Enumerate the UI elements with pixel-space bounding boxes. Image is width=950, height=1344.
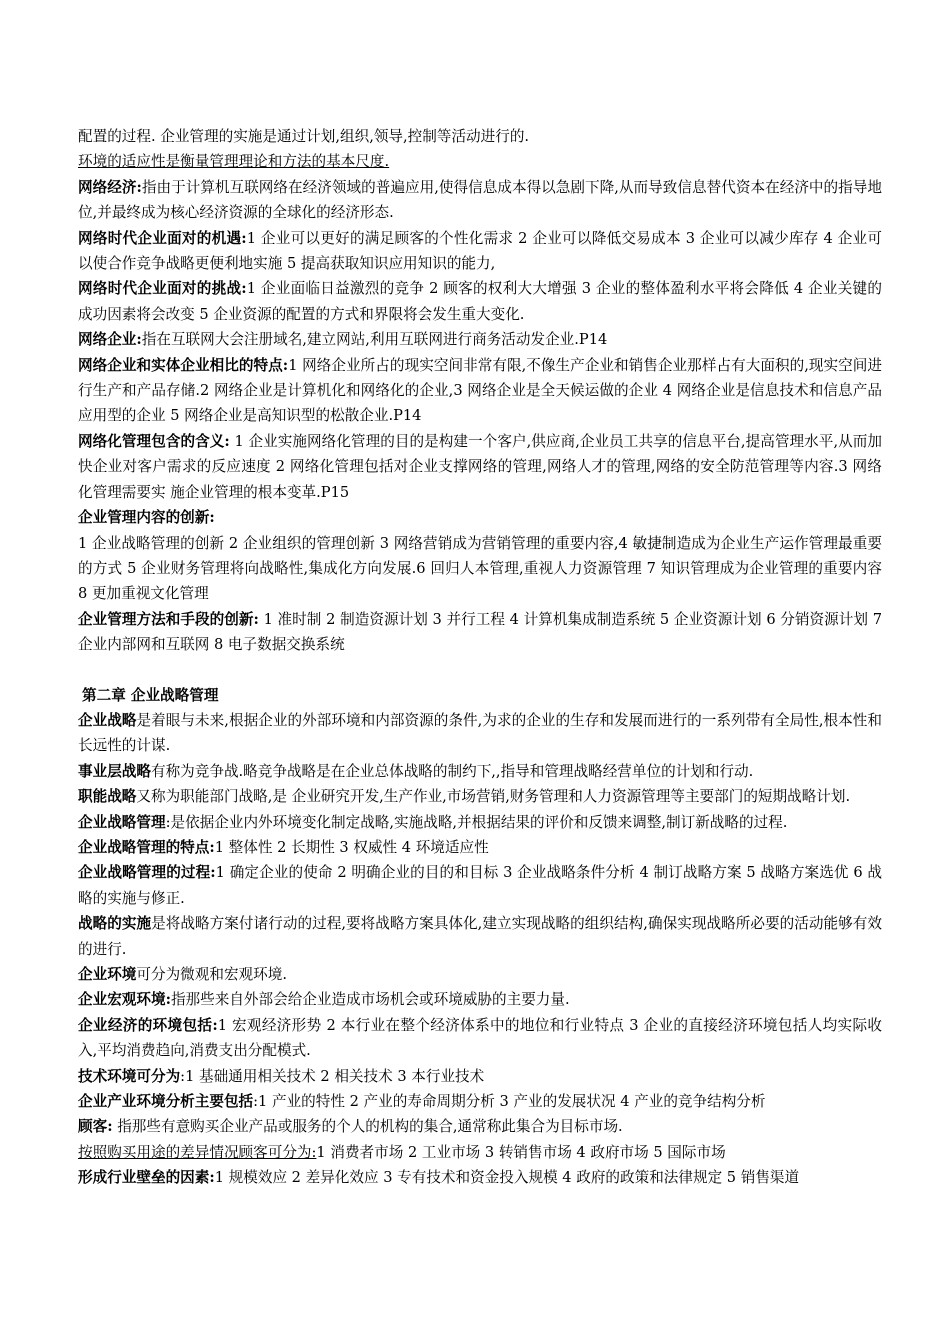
section-label-management-innovation (78, 505, 882, 530)
definition-text: 1 消费者市场 2 工业市场 3 转销售市场 4 政府市场 5 国际市场 (316, 1143, 726, 1161)
blank-line (78, 658, 882, 683)
definition-strategic-management (78, 810, 882, 835)
paragraph-text: 1 企业战略管理的创新 2 企业组织的管理创新 3 网络营销成为营销管理的重要内容,4 敏捷制造成为企业生产运作管理最重要的方式 5 企业财务管理将向战略性,集成化方向发展.6 回归人本管理,重视人力资源管理 7 知识管理成为企业管理的重要内容 8 更加重视文化管理 (78, 534, 882, 603)
definition-industry-barriers (78, 1165, 882, 1190)
definition-network-economy (78, 175, 882, 226)
underlined-text: 环境的适应性是衡量管理理论和方法的基本尺度. (78, 153, 390, 171)
definition-strategic-management-features (78, 835, 882, 860)
term-label: 企业产业环境分析主要包括 (78, 1093, 254, 1111)
definition-business-level-strategy (78, 759, 882, 784)
term-label: 企业管理方法和手段的创新: (78, 610, 259, 628)
term-label: 网络时代企业面对的机遇: (78, 229, 247, 247)
term-label: 网络化管理包含的含义: (78, 432, 230, 450)
definition-text: 指那些有意购买企业产品或服务的个人的机构的集合,通常称此集合为目标市场. (112, 1118, 623, 1136)
definition-text: 1 企业实施网络化管理的目的是构建一个客户,供应商,企业员工共享的信息平台,提高管理水平,从而加快企业对客户需求的反应速度 2 网络化管理包括对企业支撑网络的管理,网络人才的管理,网络的安全防范管理等内容.3 网络化管理需要实 施企业管理的根本变革.P15 (78, 432, 883, 501)
definition-customer (78, 1114, 882, 1139)
term-label: 战略的实施 (78, 915, 152, 933)
definition-network-era-challenges (78, 276, 882, 327)
definition-text: 指那些来自外部会给企业造成市场机会或环境威胁的主要力量. (170, 991, 570, 1009)
term-label: 企业战略管理 (78, 813, 166, 831)
paragraph (78, 531, 882, 607)
definition-macro-environment (78, 987, 882, 1012)
definition-network-vs-physical-enterprise (78, 353, 882, 429)
definition-technology-environment (78, 1064, 882, 1089)
definition-text: 1 整体性 2 长期性 3 权威性 4 环境适应性 (214, 838, 489, 856)
definition-text: :1 基础通用相关技术 2 相关技术 3 本行业技术 (180, 1067, 485, 1085)
term-label: 顾客: (78, 1118, 113, 1136)
definition-text: 1 网络企业所占的现实空间非常有限,不像生产企业和销售企业那样占有大面积的,现实空间进行生产和产品存储.2 网络企业是计算机化和网络化的企业,3 网络企业是全天候运做的企业 4 网络企业是信息技术和信息产品应用型的企业 5 网络企业是高知识型的松散企业.P14 (78, 356, 882, 425)
definition-text: 1 准时制 2 制造资源计划 3 并行工程 4 计算机集成制造系统 5 企业资源计划 6 分销资源计划 7 企业内部网和互联网 8 电子数据交换系统 (78, 610, 882, 654)
definition-text: :1 产业的特性 2 产业的寿命周期分析 3 产业的发展状况 4 产业的竞争结构分析 (253, 1093, 766, 1111)
definition-strategic-management-process (78, 860, 882, 911)
term-label: 企业战略管理的特点: (78, 838, 215, 856)
definition-text: 有称为竞争战.略竞争战略是在企业总体战略的制约下,,指导和管理战略经营单位的计划和行动. (150, 762, 754, 780)
definition-network-enterprise (78, 327, 882, 352)
definition-text: 1 企业面临日益激烈的竞争 2 顾客的权利大大增强 3 企业的整体盈利水平将会降低 4 企业关键的成功因素将会改变 5 企业资源的配置的方式和界限将会发生重大变化. (78, 280, 882, 323)
term-label: 企业战略管理的过程: (78, 864, 216, 882)
term-label: 网络企业和实体企业相比的特点: (78, 356, 289, 374)
paragraph (78, 124, 882, 149)
term-label: 事业层战略 (78, 762, 151, 780)
definition-text: 是着眼与未来,根据企业的外部环境和内部资源的条件,为求的企业的生存和发展而进行的一系列带有全局性,根本性和长远性的计谋. (78, 711, 882, 755)
term-label: 企业环境 (78, 966, 137, 983)
paragraph-text: 配置的过程. 企业管理的实施是通过计划,组织,领导,控制等活动进行的. (78, 128, 530, 145)
term-label: 企业管理内容的创新: (78, 509, 215, 527)
definition-network-era-opportunities (78, 226, 882, 277)
term-label: 形成行业壁垒的因素: (78, 1169, 215, 1187)
term-label: 企业战略 (78, 711, 137, 729)
definition-customer-classification (78, 1140, 882, 1165)
definition-text: 指在互联网大会注册域名,建立网站,利用互联网进行商务活动发企业.P14 (141, 331, 608, 349)
term-label: 企业宏观环境: (78, 991, 171, 1009)
definition-method-innovation (78, 607, 882, 658)
definition-text: 1 确定企业的使命 2 明确企业的目的和目标 3 企业战略条件分析 4 制订战略方案 5 战略方案选优 6 战略的实施与修正. (78, 864, 882, 907)
term-label: 职能战略 (78, 788, 137, 806)
definition-enterprise-strategy (78, 708, 882, 759)
definition-network-management-meaning (78, 429, 882, 505)
definition-text: 可分为微观和宏观环境. (136, 966, 287, 983)
definition-functional-strategy (78, 784, 882, 809)
definition-industry-environment-analysis (78, 1089, 882, 1114)
term-label: 网络经济: (78, 178, 142, 196)
underlined-text: 按照购买用途的差异情况顾客可分为: (78, 1143, 317, 1161)
term-label: 网络时代企业面对的挑战: (78, 280, 247, 298)
definition-text: 又称为职能部门战略,是 企业研究开发,生产作业,市场营销,财务管理和人力资源管理等主要部门的短期战略计划. (136, 788, 851, 806)
definition-text: 1 宏观经济形势 2 本行业在整个经济体系中的地位和行业特点 3 企业的直接经济环境包括人均实际收入,平均消费趋向,消费支出分配模式. (78, 1016, 882, 1060)
definition-text: 是将战略方案付诸行动的过程,要将战略方案具体化,建立实现战略的组织结构,确保实现战略所必要的活动能够有效的进行. (78, 915, 882, 958)
term-label: 企业经济的环境包括: (78, 1016, 218, 1034)
term-label: 技术环境可分为 (78, 1067, 181, 1085)
definition-strategy-implementation (78, 911, 882, 962)
definition-enterprise-environment (78, 962, 882, 987)
term-label: 网络企业: (78, 331, 142, 349)
definition-text: 1 规模效应 2 差异化效应 3 专有技术和资金投入规模 4 政府的政策和法律规定 5 销售渠道 (214, 1169, 800, 1187)
definition-text: 1 企业可以更好的满足顾客的个性化需求 2 企业可以降低交易成本 3 企业可以减少库存 4 企业可以使合作竞争战略更便利地实施 5 提高获取知识应用知识的能力, (78, 229, 882, 273)
definition-economic-environment (78, 1013, 882, 1064)
document-body (78, 124, 882, 1191)
chapter-heading: 第二章 企业战略管理 (82, 686, 219, 704)
definition-text: 指由于计算机互联网络在经济领域的普遍应用,使得信息成本得以急剧下降,从而导致信息替代资本在经济中的指导地位,并最终成为核心经济资源的全球化的经济形态. (78, 178, 882, 222)
paragraph-underlined-statement (78, 149, 882, 174)
definition-text: :是依据企业内外环境变化制定战略,实施战略,并根据结果的评价和反馈来调整,制订新战略的过程. (165, 813, 788, 831)
